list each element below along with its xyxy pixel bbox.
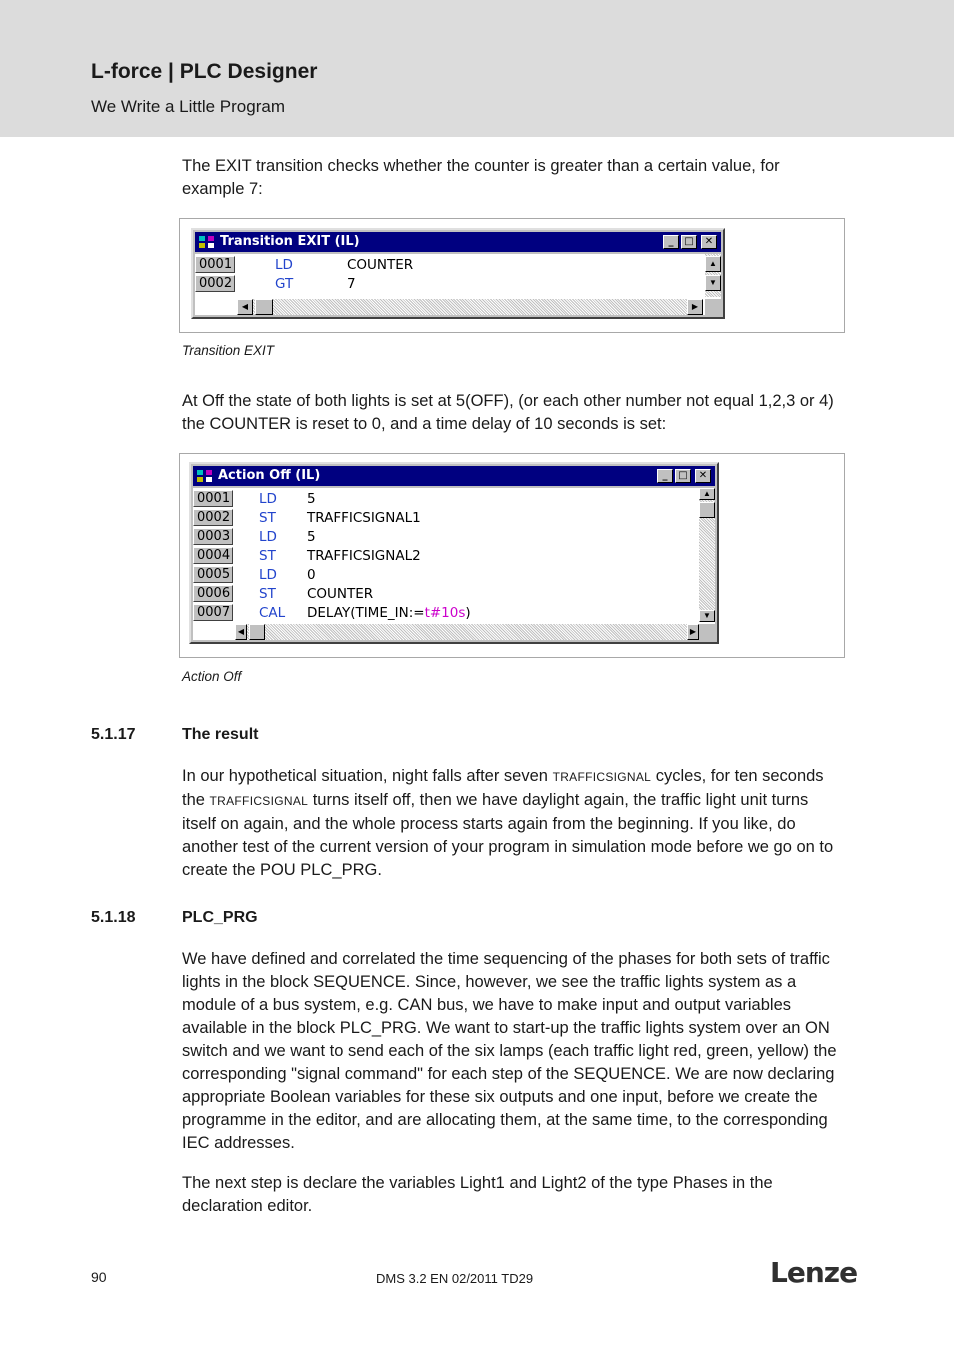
vertical-scrollbar[interactable] xyxy=(705,254,721,297)
figure-frame-action xyxy=(179,453,845,658)
scroll-right-icon[interactable]: ▶ xyxy=(687,624,699,640)
section-number: 5.1.17 xyxy=(91,726,136,743)
line-number: 0003 xyxy=(193,528,233,545)
vertical-scrollbar[interactable] xyxy=(699,488,715,622)
scroll-right-icon[interactable]: ▶ xyxy=(687,299,703,315)
plc-prg-paragraph: We have defined and correlated the time sequencing of the phases for both sets of traffic lights in the block SEQUENCE. Since, however, we see the traffic lights system as a module of a bus system, e.g. CAN bus, we have to make input and output variables available in the block PLC_PRG. We want to start-up the traffic lights system over an ON switch and we want to send each of the six lamps (each traffic light red, green, yellow) the corresponding "signal command" for each step of the SEQUENCE. We are now declaring appropriate Boolean variables for these six outputs and one input, before we create the programme in the editor, and are allocating them, at the same time, to the corresponding IEC addresses. xyxy=(182,950,837,1152)
next-step-paragraph: The next step is declare the variables Light1 and Light2 of the type Phases in the declaration editor. xyxy=(182,1174,773,1215)
il-operand-call xyxy=(307,605,471,621)
line-number: 0002 xyxy=(193,509,233,526)
il-operator: LD xyxy=(259,567,277,583)
call-close: ) xyxy=(465,605,471,621)
il-operand: TRAFFICSIGNAL2 xyxy=(307,548,421,564)
scroll-up-icon[interactable]: ▲ xyxy=(705,256,721,272)
il-operand: COUNTER xyxy=(347,257,414,273)
document-id: DMS 3.2 EN 02/2011 TD29 xyxy=(376,1271,534,1286)
il-operand: COUNTER xyxy=(307,586,374,602)
line-number: 0004 xyxy=(193,547,233,564)
figure-frame-transition xyxy=(179,218,845,333)
il-operand: TRAFFICSIGNAL1 xyxy=(307,510,421,526)
resize-grip-icon[interactable] xyxy=(699,624,715,640)
il-operator: ST xyxy=(259,548,276,564)
line-number: 0005 xyxy=(193,566,233,583)
scroll-thumb[interactable] xyxy=(699,502,715,518)
il-editor-icon xyxy=(199,236,215,248)
text-run: turns itself off, then we have daylight again, the traffic light unit turns itself on again, and the whole process starts again from the beginning. If you like, do another test of the current version of your program in simulation mode before we go on to create the POU PLC_PRG. xyxy=(182,791,834,879)
maximize-icon[interactable]: □ xyxy=(681,235,697,249)
scroll-up-icon[interactable]: ▲ xyxy=(699,488,715,500)
window-titlebar[interactable] xyxy=(193,466,715,486)
line-number: 0006 xyxy=(193,585,233,602)
code-area[interactable] xyxy=(193,488,715,640)
il-operand: 5 xyxy=(307,529,316,545)
il-operator: GT xyxy=(275,276,294,292)
page-header xyxy=(0,0,954,137)
il-operator: ST xyxy=(259,586,276,602)
figure-caption: Transition EXIT xyxy=(182,343,275,358)
section-title: PLC_PRG xyxy=(182,909,258,926)
il-editor-icon xyxy=(197,470,213,482)
il-operator: LD xyxy=(259,491,277,507)
il-operator: LD xyxy=(259,529,277,545)
intro-paragraph: The EXIT transition checks whether the counter is greater than a certain value, for example 7: xyxy=(182,157,780,198)
close-icon[interactable]: ✕ xyxy=(701,235,717,249)
section-title: The result xyxy=(182,726,259,743)
smallcaps-term: TRAFFICSIGNAL xyxy=(209,794,309,808)
off-paragraph: At Off the state of both lights is set at 5(OFF), (or each other number not equal 1,2,3 or 4) the COUNTER is reset to 0, and a time delay of 10 seconds is set: xyxy=(182,392,834,433)
horizontal-scrollbar[interactable] xyxy=(237,299,703,315)
section-number: 5.1.18 xyxy=(91,909,136,926)
code-area[interactable] xyxy=(195,254,721,315)
il-operand: 0 xyxy=(307,567,316,583)
scroll-thumb[interactable] xyxy=(249,624,265,640)
smallcaps-term: TRAFFICSIGNAL xyxy=(552,770,652,784)
page-number: 90 xyxy=(91,1269,107,1285)
line-number: 0001 xyxy=(195,256,235,273)
text-run: cycles, for ten seconds the xyxy=(182,767,824,809)
lenze-logo: Lenze xyxy=(770,1256,858,1289)
window-title: Transition EXIT (IL) xyxy=(220,234,360,249)
scroll-left-icon[interactable]: ◀ xyxy=(237,299,253,315)
result-paragraph xyxy=(182,765,837,882)
figure-caption: Action Off xyxy=(182,669,242,684)
il-operator: ST xyxy=(259,510,276,526)
line-number: 0001 xyxy=(193,490,233,507)
transition-exit-window[interactable] xyxy=(191,228,725,319)
document-subtitle: We Write a Little Program xyxy=(91,97,285,116)
scroll-thumb[interactable] xyxy=(255,299,273,315)
resize-grip-icon[interactable] xyxy=(705,299,721,315)
close-icon[interactable]: ✕ xyxy=(695,469,711,483)
horizontal-scrollbar[interactable] xyxy=(235,624,699,640)
scroll-down-icon[interactable]: ▼ xyxy=(705,275,721,291)
window-titlebar[interactable] xyxy=(195,232,721,252)
line-number: 0007 xyxy=(193,604,233,621)
text-run: In our hypothetical situation, night falls after seven xyxy=(182,767,553,785)
window-title: Action Off (IL) xyxy=(218,468,321,483)
document-title: L-force | PLC Designer xyxy=(91,60,318,83)
minimize-icon[interactable]: _ xyxy=(657,469,673,483)
il-operator: LD xyxy=(275,257,293,273)
il-operand: 5 xyxy=(307,491,316,507)
maximize-icon[interactable]: □ xyxy=(675,469,691,483)
il-operand: 7 xyxy=(347,276,356,292)
action-off-window[interactable] xyxy=(189,462,719,644)
line-number: 0002 xyxy=(195,275,235,292)
call-text: DELAY(TIME_IN:= xyxy=(307,605,425,621)
scroll-left-icon[interactable]: ◀ xyxy=(235,624,247,640)
scroll-down-icon[interactable]: ▼ xyxy=(699,610,715,622)
time-literal: t#10s xyxy=(424,605,466,621)
il-operator: CAL xyxy=(259,605,286,621)
minimize-icon[interactable]: _ xyxy=(663,235,679,249)
